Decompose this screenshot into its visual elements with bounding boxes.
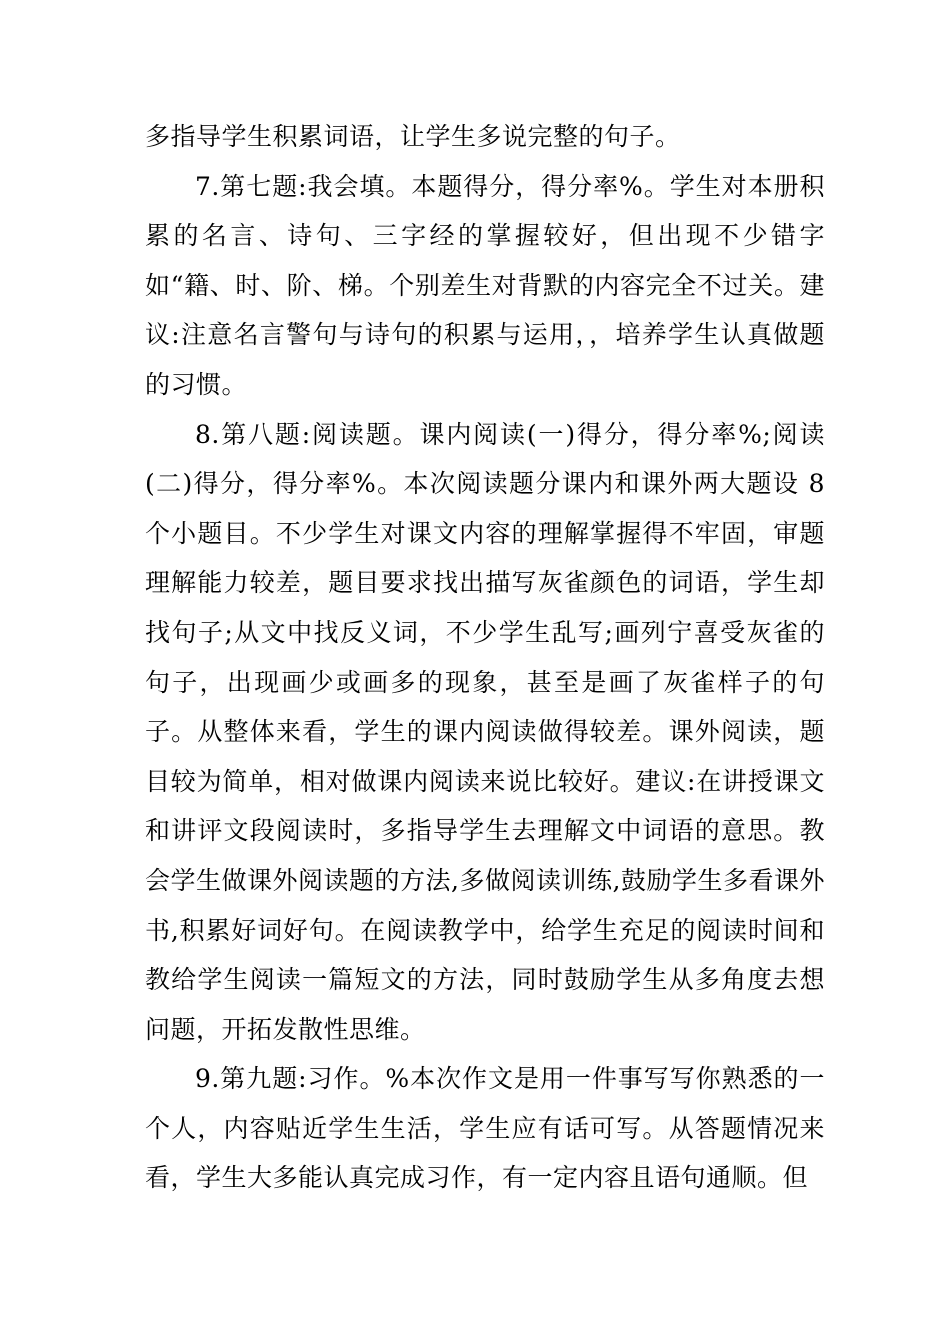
paragraph-question-7: 7.第七题:我会填。本题得分，得分率%。学生对本册积累的名言、诗句、三字经的掌握较好，但出现不少错字如“籍、时、阶、梯。个别差生对背默的内容完全不过关。建议:注意名言警句与诗句的积累与运用，，培养学生认真做题的习惯。	[145, 171, 825, 399]
document-body	[145, 112, 825, 1203]
paragraph-continuation: 多指导学生积累词语，让学生多说完整的句子。	[145, 122, 681, 151]
paragraph-question-8: 8.第八题:阅读题。课内阅读(一)得分，得分率%;阅读(二)得分，得分率%。本次阅读题分课内和课外两大题设 8 个小题目。不少学生对课文内容的理解掌握得不牢固，审题理解能力较差，题目要求找出描写灰雀颜色的词语，学生却找句子;从文中找反义词，不少学生乱写;画列宁喜受灰雀的句子，出现画少或画多的现象，甚至是画了灰雀样子的句子。从整体来看，学生的课内阅读做得较差。课外阅读，题目较为简单，相对做课内阅读来说比较好。建议:在讲授课文和讲评文段阅读时，多指导学生去理解文中词语的意思。教会学生做课外阅读题的方法,多做阅读训练,鼓励学生多看课外书,积累好词好句。在阅读教学中，给学生充足的阅读时间和教给学生阅读一篇短文的方法，同时鼓励学生从多角度去想问题，开拓发散性思维。	[145, 419, 825, 1044]
paragraph-question-9: 9.第九题:习作。%本次作文是用一件事写写你熟悉的一个人，内容贴近学生生活，学生应有话可写。从答题情况来看，学生大多能认真完成习作，有一定内容且语句通顺。但	[145, 1064, 825, 1193]
